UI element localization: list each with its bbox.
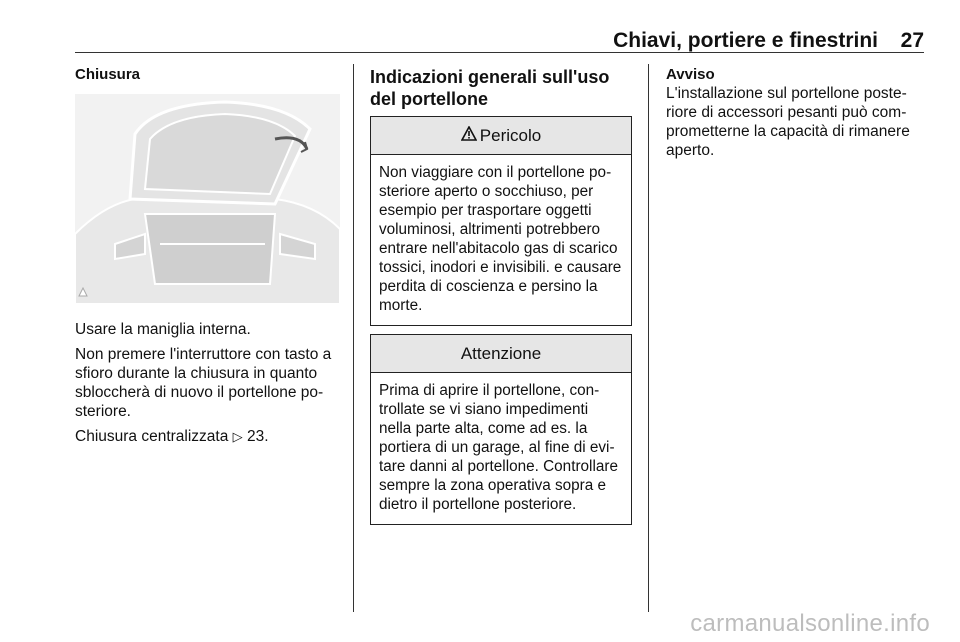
column-divider (648, 64, 649, 612)
column-left (75, 66, 341, 452)
caution-box-title: Attenzione (460, 343, 542, 363)
section-title: Chiavi, portiere e finestrini (613, 29, 878, 52)
reference-label: Chiusura centralizzata (75, 428, 229, 445)
danger-box-header (371, 117, 631, 155)
column-middle (370, 66, 632, 525)
paragraph: Non premere l'interruttore con tasto a sfioro durante la chiusura in quanto sbloccherà di nuovo il portellone posteriore. (75, 346, 332, 420)
section-heading: Indicazioni generali sull'uso del portellone (370, 67, 610, 109)
danger-box (370, 116, 632, 326)
notice-text: L'installazione sul portellone posteriore di accessori pesanti può comprometterne la capacità di rimanere aperto. (666, 85, 910, 159)
warning-triangle-icon (461, 126, 477, 146)
danger-box-title: Pericolo (479, 125, 542, 145)
caution-box-header (371, 335, 631, 373)
paragraph: Usare la maniglia interna. (75, 321, 251, 338)
page-number: 27 (900, 29, 924, 52)
car-tailgate-illustration (75, 94, 340, 304)
watermark: carmanualsonline.info (690, 610, 930, 637)
notice-heading: Avviso (666, 66, 715, 83)
section-heading: Chiusura (75, 66, 141, 83)
column-divider (353, 64, 354, 612)
caution-box (370, 334, 632, 525)
caution-box-text: Prima di aprire il portellone, controllate se vi siano impedimenti nella parte alta, come ad es. la portiera di un garage, al fine di evitare danni al portellone. Controllare sempre la zona operativa sopra e dietro il portellone posteriore. (379, 382, 618, 513)
danger-box-text: Non viaggiare con il portellone posteriore aperto o socchiuso, per esempio per trasportare oggetti voluminosi, altrimenti potrebbero entrare nell'abitacolo gas di scarico tossici, inodori e invisibili. e causare perdita di coscienza e persino la morte. (379, 164, 622, 314)
header-rule (75, 52, 924, 53)
reference-page: 23. (246, 428, 269, 445)
cross-reference[interactable] (75, 427, 341, 446)
arrow-right-icon: ▷ (232, 429, 243, 444)
column-right (666, 66, 928, 166)
